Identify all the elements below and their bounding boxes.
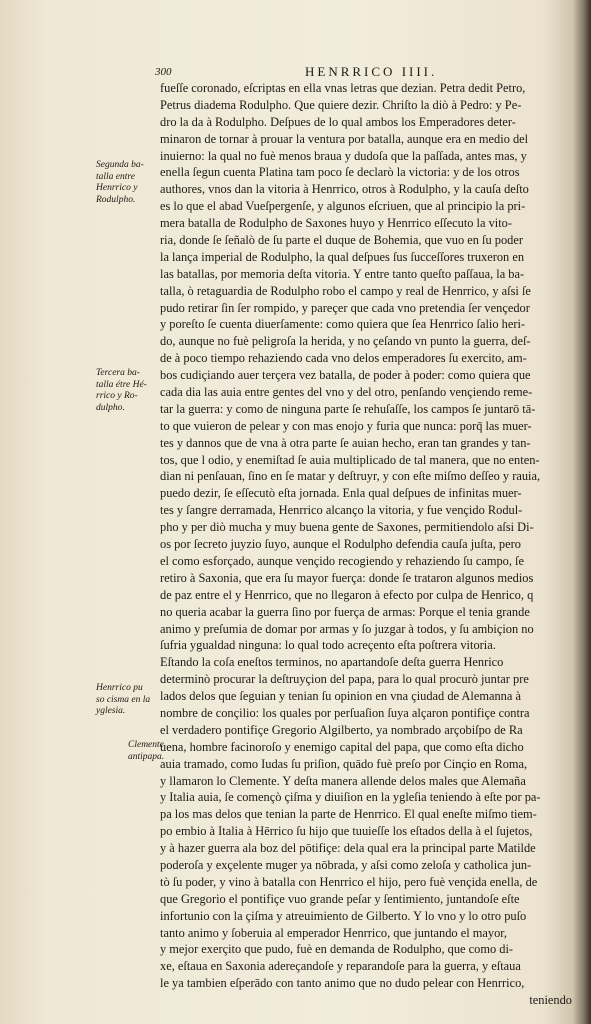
margin-note-line: Segunda ba- [96,160,144,170]
text-line: el verdadero pontifiçe Gregorio Algilberto, ya nombrado arçobiſpo de Ra [160,722,523,737]
text-line: uena, hombre facinoroſo y enemigo capital del papa, que como eſta dicho [160,739,524,754]
text-line: os por ſecreto juyzio ſuyo, aunque el Rodulpho defendia cauſa juſta, pero [160,537,521,552]
text-line: puedo dezir, ſe eſſecutò eſta jornada. Enla qual deſpues de infinitas muer- [160,486,522,501]
text-line: la lança imperial de Rodulpho, la qual deſpues ſus ſucceſſores truxeron en [160,249,525,264]
text-line: las batallas, por memoria deſta vitoria. Y entre tanto queſto paſſaua, la ba- [160,266,525,281]
text-line: el como esforçado, aunque vençido recogiendo y rehaziendo ſu campo, ſe [160,553,524,568]
text-line: pudo retirar ſin ſer rompido, y pareçer que cada vno pretendia ſer vençedor [160,300,530,315]
text-line: tes y ſangre derramada, Henrrico alcanço la vitoria, y fue vençido Rodul- [160,503,523,518]
text-line: y Italia auia, ſe començò çiſma y diuiſion en la ygleſia teniendo à eſte por pa- [160,790,541,805]
running-title: HENRRICO IIII. [305,64,438,79]
text-line: pa los mas delos que tenian la parte de Henrrico. El qual eneſte miſmo tiem- [160,807,537,822]
margin-note [96,160,166,206]
text-line: infortunio con la çiſma y atreuimiento de Gilberto. Y lo vno y lo otro puſo [160,908,527,923]
margin-note-line: Henrrico pu [96,683,143,693]
text-line: tar la guerra: y como de ninguna parte ſe rehuſaſſe, los campos ſe juntarō tā- [160,401,536,416]
text-line: auia tramado, como Iudas ſu priſion, quādo fuè preſo por Cinçio en Roma, [160,756,528,771]
margin-note-line: antipapa. [128,751,165,762]
folio-number: 300 [155,66,172,78]
text-line: y poreſto ſe cuenta diuerſamente: como quiera que ſea Henrrico ſalio heri- [160,317,526,332]
margin-note-line: so cisma en la [96,694,151,705]
text-line: bos cudiçiando auer terçera vez batalla, de poder à poder: como quiera que [160,368,531,383]
margin-note-line: Rodulpho. [96,194,136,205]
text-line: y à hazer guerra ala boz del pōtifiçe: dela qual era la principal parte Matilde [160,841,536,856]
text-line: le ya tambien eſperādo con tanto animo que no dudo pelear con Henrrico, [160,976,525,991]
text-line: to que vuieron de pelear y con mas enojo y furia que nunca: porq̄ las muer- [160,418,532,433]
text-line: mera batalla de Rodulpho de Saxones huyo y Henrrico eſſecuto la vito- [160,216,512,231]
text-line: do, aunque no fuè peligroſa la herida, y no çeſando vn punto la guerra, deſ- [160,334,531,349]
margin-note-line: Clemente [128,740,164,750]
margin-note-line: Henrrico y [96,183,138,194]
text-line: enella ſegun cuenta Platina tam poco ſe declarò la victoria: y de los otros [160,165,520,180]
text-line: poderoſa y exçelente muger ya nōbrada, y aſsi como zeloſa y catholica jun- [160,857,532,872]
margin-note-line: rrico y Ro- [96,391,138,402]
text-line: retiro à Saxonia, que era ſu mayor fuerça: donde ſe trataron algunos medios [160,570,534,585]
page-gutter-shadow [573,0,591,1024]
text-line: po embio à Italia à Hērrico ſu hijo que tuuieſſe los eſtados della à el ſujetos, [160,824,533,839]
text-line: authores, vnos dan la vitoria à Henrrico, otros à Rodulpho, y la cauſa deſto [160,182,529,197]
text-line: fueſſe coronado, eſcriptas en ella vnas letras que dezian. Petra dedit Petro, [160,81,526,95]
text-line: animo y preſumia de domar por armas y ſo juzgar à todos, y ſu ambiçion no [160,621,534,636]
text-line: Petrus diadema Rodulpho. Que quiere dezir. Chriſto la diò à Pedro: y Pe- [160,97,522,112]
text-line: nombre de conçilio: los quales por perſuaſion ſuya alçaron pontifiçe contra [160,705,530,720]
text-line: de paz entre el y Henrrico, que no llegaron à efecto por culpa de Henrico, q [160,587,534,602]
text-line: tanto animo y ſoberuia al emperador Henrrico, que juntando el mayor, [160,925,508,940]
text-line: ria, donde ſe ſeñalò de ſu parte el duque de Bohemia, que vuo en ſu poder [160,233,523,248]
body-text [160,80,572,1009]
margin-note-line: Tercera ba- [96,368,140,378]
text-line: teniendo [529,993,572,1008]
text-line: tes y dannos que de vna à otra parte ſe auian hecho, eran tan grandes y tan- [160,435,531,450]
margin-note-line: talla étre Hé- [96,379,147,390]
text-line: tò ſu poder, y vino à batalla con Henrrico el hijo, pero fuè vençida enella, de [160,874,538,889]
text-line: tos, que l odio, y enemiſtad ſe auia multiplicado de tal manera, que no enten- [160,452,540,467]
text-line: pho y per diò mucha y muy buena gente de Saxones, permitiendolo aſsi Di- [160,520,534,535]
text-line: xe, eſtaua en Saxonia adereçandoſe y reparandoſe para la guerra, y eſtaua [160,959,521,974]
text-line: determinò procurar la deſtruyçion del papa, para lo qual procurò juntar pre [160,672,529,687]
text-line: dro la da à Rodulpho. Deſpues de lo qual ambos los Emperadores deter- [160,114,516,129]
text-line: ſufria ygualdad ninguna: lo qual todo acreçento eſta poſtrera vitoria. [160,638,496,653]
text-line: lados delos que ſeguian y tenian ſu opinion en vna çiudad de Alemanna à [160,689,521,704]
margin-note-line: talla entre [96,171,135,182]
text-line: dian ni penſauan, ſino en ſe matar y deſtruyr, y con eſte miſmo deſſeo y rauia, [160,469,541,484]
text-line: de à poco tiempo rehaziendo cada vno delos emperadores ſu exercito, am- [160,351,527,366]
text-line: y llamaron lo Clemente. Y deſta manera allende delos males que Alemaña [160,773,526,788]
text-line: que Gregorio el pontifiçe vuo grande peſar y ſentimiento, juntandoſe eſte [160,891,520,906]
running-head [155,64,570,80]
margin-note-line: dulpho. [96,402,125,413]
margin-note-line: yglesia. [96,706,126,717]
margin-note [96,368,166,414]
text-line: Eſtando la coſa eneſtos terminos, no apartandoſe deſta guerra Henrico [160,655,504,670]
text-line: inuierno: la qual no fuè menos braua y dudoſa que la paſſada, antes mas, y [160,148,527,163]
text-line: no queria acabar la guerra ſino por fuerça de armas: Porque el tenia grande [160,604,530,619]
margin-note [96,683,166,718]
text-line: talla, ò retaguardia de Rodulpho robo el campo y real de Henrrico, y aſsi ſe [160,283,531,298]
text-line: y mejor exerçito que pudo, fuè en demanda de Rodulpho, que como di- [160,942,514,957]
text-line: es lo que el abad Vueſpergenſe, y algunos eſcriuen, que al principio la pri- [160,199,526,214]
text-line: minaron de tornar à prouar la ventura por batalla, aunque era en medio del [160,131,529,146]
text-line: cada dia las auia entre gentes del vno y del otro, penſando vençiendo reme- [160,385,533,400]
